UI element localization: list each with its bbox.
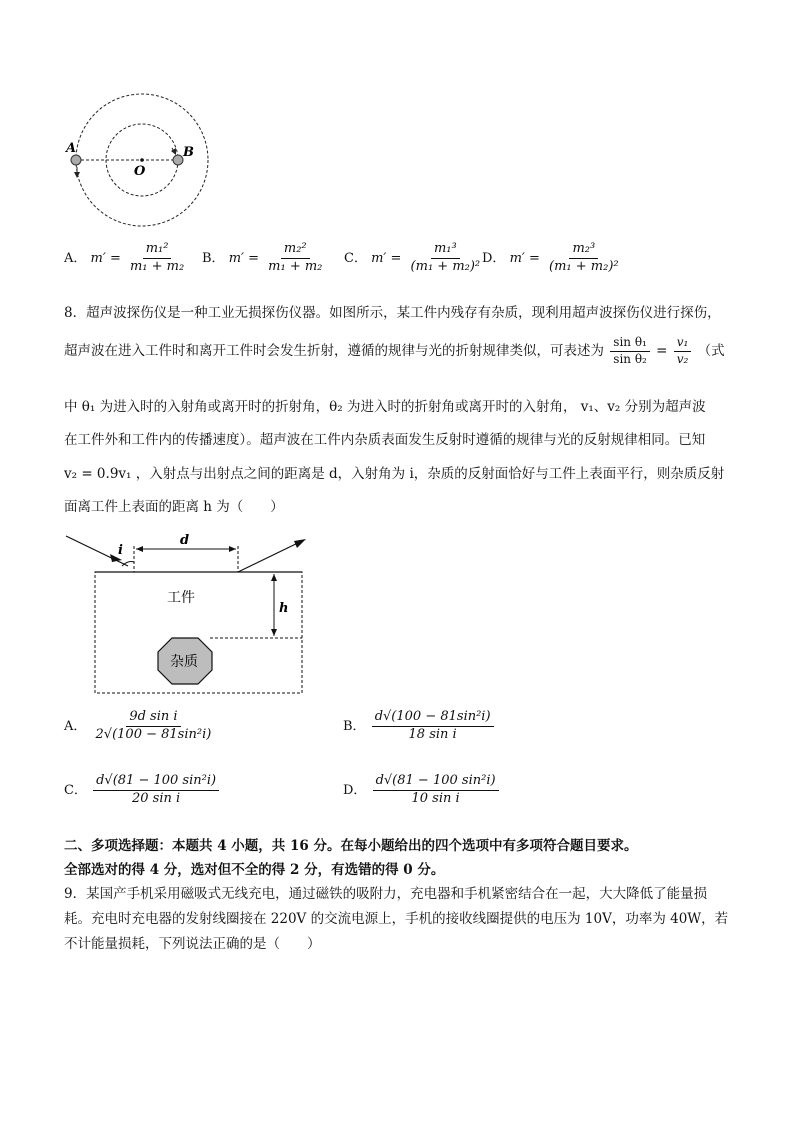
option-fraction	[408, 242, 484, 275]
arrow-a-head	[74, 172, 80, 178]
orbit-figure	[60, 88, 220, 233]
fraction-numerator: d√(81 − 100 sin²i)	[373, 774, 499, 791]
angle-arc	[122, 562, 134, 567]
q9-line-3: 不计能量损耗，下列说法正确的是（ ）	[64, 936, 321, 952]
fraction-denominator: 10 sin i	[411, 790, 460, 806]
q9-line-1: 9．某国产手机采用磁吸式无线充电，通过磁铁的吸附力，充电器和手机紧密结合在一起，大大降低了能量损	[64, 886, 708, 902]
fraction-denominator: (m₁ + m₂)²	[410, 258, 481, 274]
fraction-denominator: m₁ + m₂	[129, 258, 185, 274]
section-2-heading-1: 二、多项选择题：本题共 4 小题，共 16 分。在每小题给出的四个选项中有多项符合题目要求。	[64, 838, 638, 854]
label-impurity: 杂质	[170, 654, 198, 670]
option-fraction	[93, 710, 215, 743]
star-b	[173, 155, 183, 165]
option-letter: B．	[343, 718, 366, 734]
emergent-arrow	[294, 539, 306, 548]
q8-option-d	[343, 774, 501, 807]
fraction-denominator: m₁ + m₂	[268, 258, 323, 274]
section-2-heading-2: 全部选对的得 4 分，选对但不全的得 2 分，有选错的得 0 分。	[64, 862, 445, 878]
label-d: d	[180, 533, 190, 548]
option-letter: A．	[64, 718, 87, 734]
fraction-denominator: 2√(100 − 81sin²i)	[95, 726, 212, 742]
fraction-denominator: 20 sin i	[131, 790, 181, 806]
h-arrow-top	[271, 574, 277, 581]
sin-theta1: sin θ₁	[610, 336, 650, 352]
option-lhs: m′ =	[509, 250, 540, 266]
fraction-numerator: m₁²	[143, 242, 172, 259]
q8-line-2-tail: （式	[697, 342, 725, 359]
d-arrow-left	[136, 546, 143, 552]
q7-option-b	[202, 242, 327, 275]
q9-line-2: 耗。充电时充电器的发射线圈接在 220V 的交流电源上，手机的接收线圈提供的电压为 10V，功率为 40W，若	[64, 911, 729, 927]
fraction-numerator: d√(100 − 81sin²i)	[372, 710, 494, 727]
option-letter: D．	[343, 782, 367, 798]
q8-line-1: 8．超声波探伤仪是一种工业无损探伤仪器。如图所示，某工件内残存有杂质，现利用超声波探伤仪进行探伤，	[64, 305, 721, 321]
sin-theta2: sin θ₂	[613, 351, 647, 366]
option-lhs: m′ =	[371, 250, 402, 266]
q8-line-4: 在工件外和工件内的传播速度）。超声波在工件内杂质表面发生反射时遵循的规律与光的反射规律相同。已知	[64, 432, 706, 448]
option-fraction	[372, 710, 494, 743]
q8-option-b	[343, 710, 496, 743]
label-b: B	[183, 145, 194, 160]
center-point	[140, 158, 144, 162]
q7-option-a	[64, 242, 189, 275]
h-arrow-bottom	[271, 629, 277, 636]
label-a: A	[66, 141, 77, 156]
option-letter: B．	[202, 250, 225, 266]
q8-line-6: 面离工件上表面的距离 h 为（ ）	[64, 499, 284, 515]
d-arrow-right	[229, 546, 236, 552]
fraction-numerator: m₁³	[431, 242, 460, 259]
fraction-denominator: 18 sin i	[408, 726, 457, 742]
label-h: h	[279, 601, 289, 616]
fraction-numerator: m₂³	[569, 242, 598, 259]
option-letter: D．	[482, 250, 506, 266]
snell-sin-fraction	[610, 336, 650, 367]
option-fraction	[265, 242, 325, 275]
q8-line-3: 中 θ₁ 为进入时的入射角或离开时的折射角，θ₂ 为进入时的折射角或离开时的入射角， v₁、v₂ 分别为超声波	[64, 399, 706, 415]
option-lhs: m′ =	[90, 250, 121, 266]
emergent-ray	[238, 540, 304, 572]
snell-velocity-fraction	[674, 336, 692, 367]
velocity-v2: v₂	[676, 351, 689, 366]
q8-option-c	[64, 774, 221, 807]
arrow-b-head	[171, 148, 176, 155]
option-letter: C．	[344, 250, 367, 266]
option-fraction	[373, 774, 499, 807]
option-fraction	[127, 242, 187, 275]
q8-option-a	[64, 710, 216, 743]
velocity-v1: v₁	[674, 336, 692, 352]
workpiece-figure	[60, 528, 320, 698]
q8-line-5: v₂ = 0.9v₁ ，入射点与出射点之间的距离是 d，入射角为 i，杂质的反射面恰好与工件上表面平行，则杂质反射	[64, 466, 725, 482]
fraction-numerator: d√(81 − 100 sin²i)	[93, 774, 219, 791]
label-o: O	[134, 164, 146, 179]
fraction-numerator: m₂²	[281, 242, 310, 259]
label-i: i	[118, 543, 123, 558]
formula-equals: =	[656, 342, 668, 359]
fraction-numerator: 9d sin i	[126, 710, 180, 727]
label-workpiece: 工件	[167, 590, 195, 606]
q8-line-2-text: 超声波在进入工件时和离开工件时会发生折射，遵循的规律与光的折射规律类似，可表述为	[64, 342, 604, 359]
q8-line-2	[64, 336, 725, 367]
option-lhs: m′ =	[228, 250, 260, 266]
option-letter: A．	[64, 250, 87, 266]
q7-option-c	[344, 242, 485, 275]
fraction-denominator: (m₁ + m₂)²	[549, 258, 619, 274]
option-fraction	[546, 242, 622, 275]
q7-option-d	[482, 242, 624, 275]
star-a	[71, 155, 81, 165]
option-fraction	[93, 774, 219, 807]
option-letter: C．	[64, 782, 87, 798]
